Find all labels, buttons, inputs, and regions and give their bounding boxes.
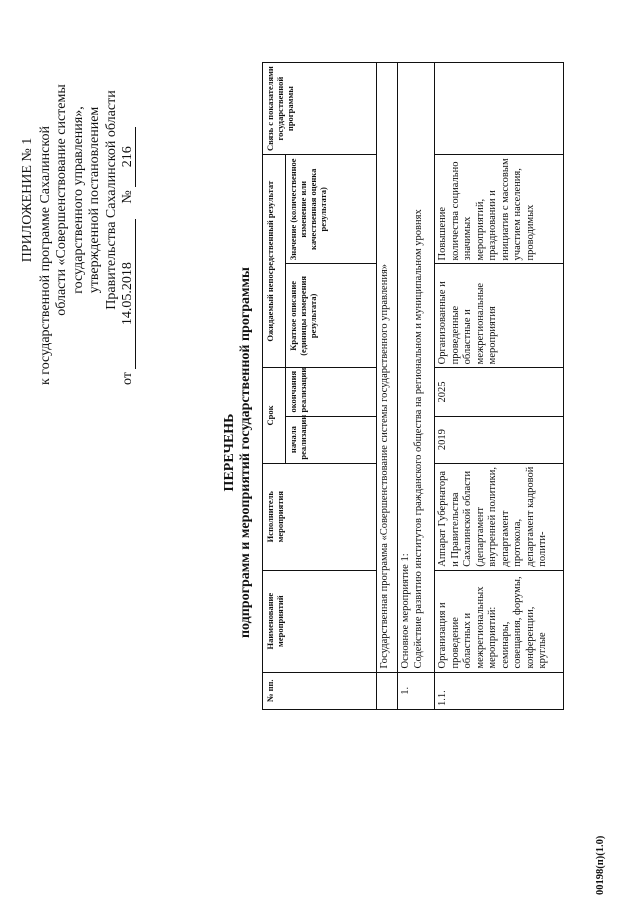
item-result-value: Повышение количества социально значимых мероприятий, праздновании и инициатив с массовым участием населения, проводимых [435, 155, 564, 264]
document-code: 00198(п)(1.0) [595, 835, 606, 895]
goal-description: Содействие развитию институтов гражданского общества на региональном и муниципальном уровнях [412, 209, 424, 669]
item-end: 2025 [435, 368, 564, 416]
appendix-line: утвержденной постановлением [87, 106, 102, 294]
heading-title: ПЕРЕЧЕНЬ [222, 413, 237, 492]
program-num-cell [377, 672, 398, 709]
item-num: 1.1. [435, 672, 564, 709]
document-heading [222, 0, 254, 905]
approval-date: 14.05.2018 [121, 219, 136, 369]
appendix-line: области «Совершенствование системы [54, 84, 69, 316]
goal-num: 1. [398, 672, 435, 709]
item-result-desc: Организованные и проведенные областные и межрегиональные мероприятия [435, 264, 564, 368]
appendix-line: к государственной программе Сахалинской [37, 126, 53, 385]
header-term-end: окончания реализации [286, 368, 377, 416]
header-term-start: начала реализации [286, 416, 377, 463]
approval-number: 216 [121, 127, 136, 187]
number-label: № [120, 190, 135, 204]
header-num: № пп. [263, 672, 377, 709]
item-start: 2019 [435, 416, 564, 463]
item-executor: Аппарат Губернатора и Правительства Сахалинской области (департамент внутренней политики, департамент протокола, департамент кадровой полити- [435, 463, 564, 570]
from-label: от [120, 372, 135, 385]
item-link [435, 63, 564, 155]
item-name: Организация и проведение областных и межрегиональных мероприятий: семинары, совещания, форумы, конференции, круглые [435, 570, 564, 672]
header-result: Ожидаемый непосредственный результат [263, 155, 286, 368]
appendix-line: Правительства Сахалинской области [103, 90, 119, 310]
heading-subtitle: подпрограмм и мероприятий государственной программы [238, 267, 253, 639]
program-row [377, 63, 398, 710]
header-result-value: Значение (количественное изменение или качественная оценка результата) [286, 155, 377, 264]
appendix-block [20, 15, 137, 385]
header-term: Срок [263, 368, 286, 463]
appendix-title: ПРИЛОЖЕНИЕ № 1 [20, 137, 35, 263]
header-name: Наименование мероприятий [263, 570, 377, 672]
table-row [435, 63, 564, 710]
header-executor: Исполнитель мероприятия [263, 463, 377, 570]
goal-row [398, 63, 435, 710]
appendix-signature-line [120, 15, 137, 385]
header-link: Связь с показателями государственной программы [263, 63, 377, 155]
measures-table [262, 62, 564, 710]
header-result-desc: Краткое описание (единицы измерения результата) [286, 264, 377, 368]
appendix-line: государственного управления», [70, 106, 86, 294]
program-title: Государственная программа «Совершенствование системы государственного управления» [377, 63, 398, 673]
goal-text [398, 63, 435, 673]
goal-label: Основное мероприятие 1: [400, 553, 411, 669]
